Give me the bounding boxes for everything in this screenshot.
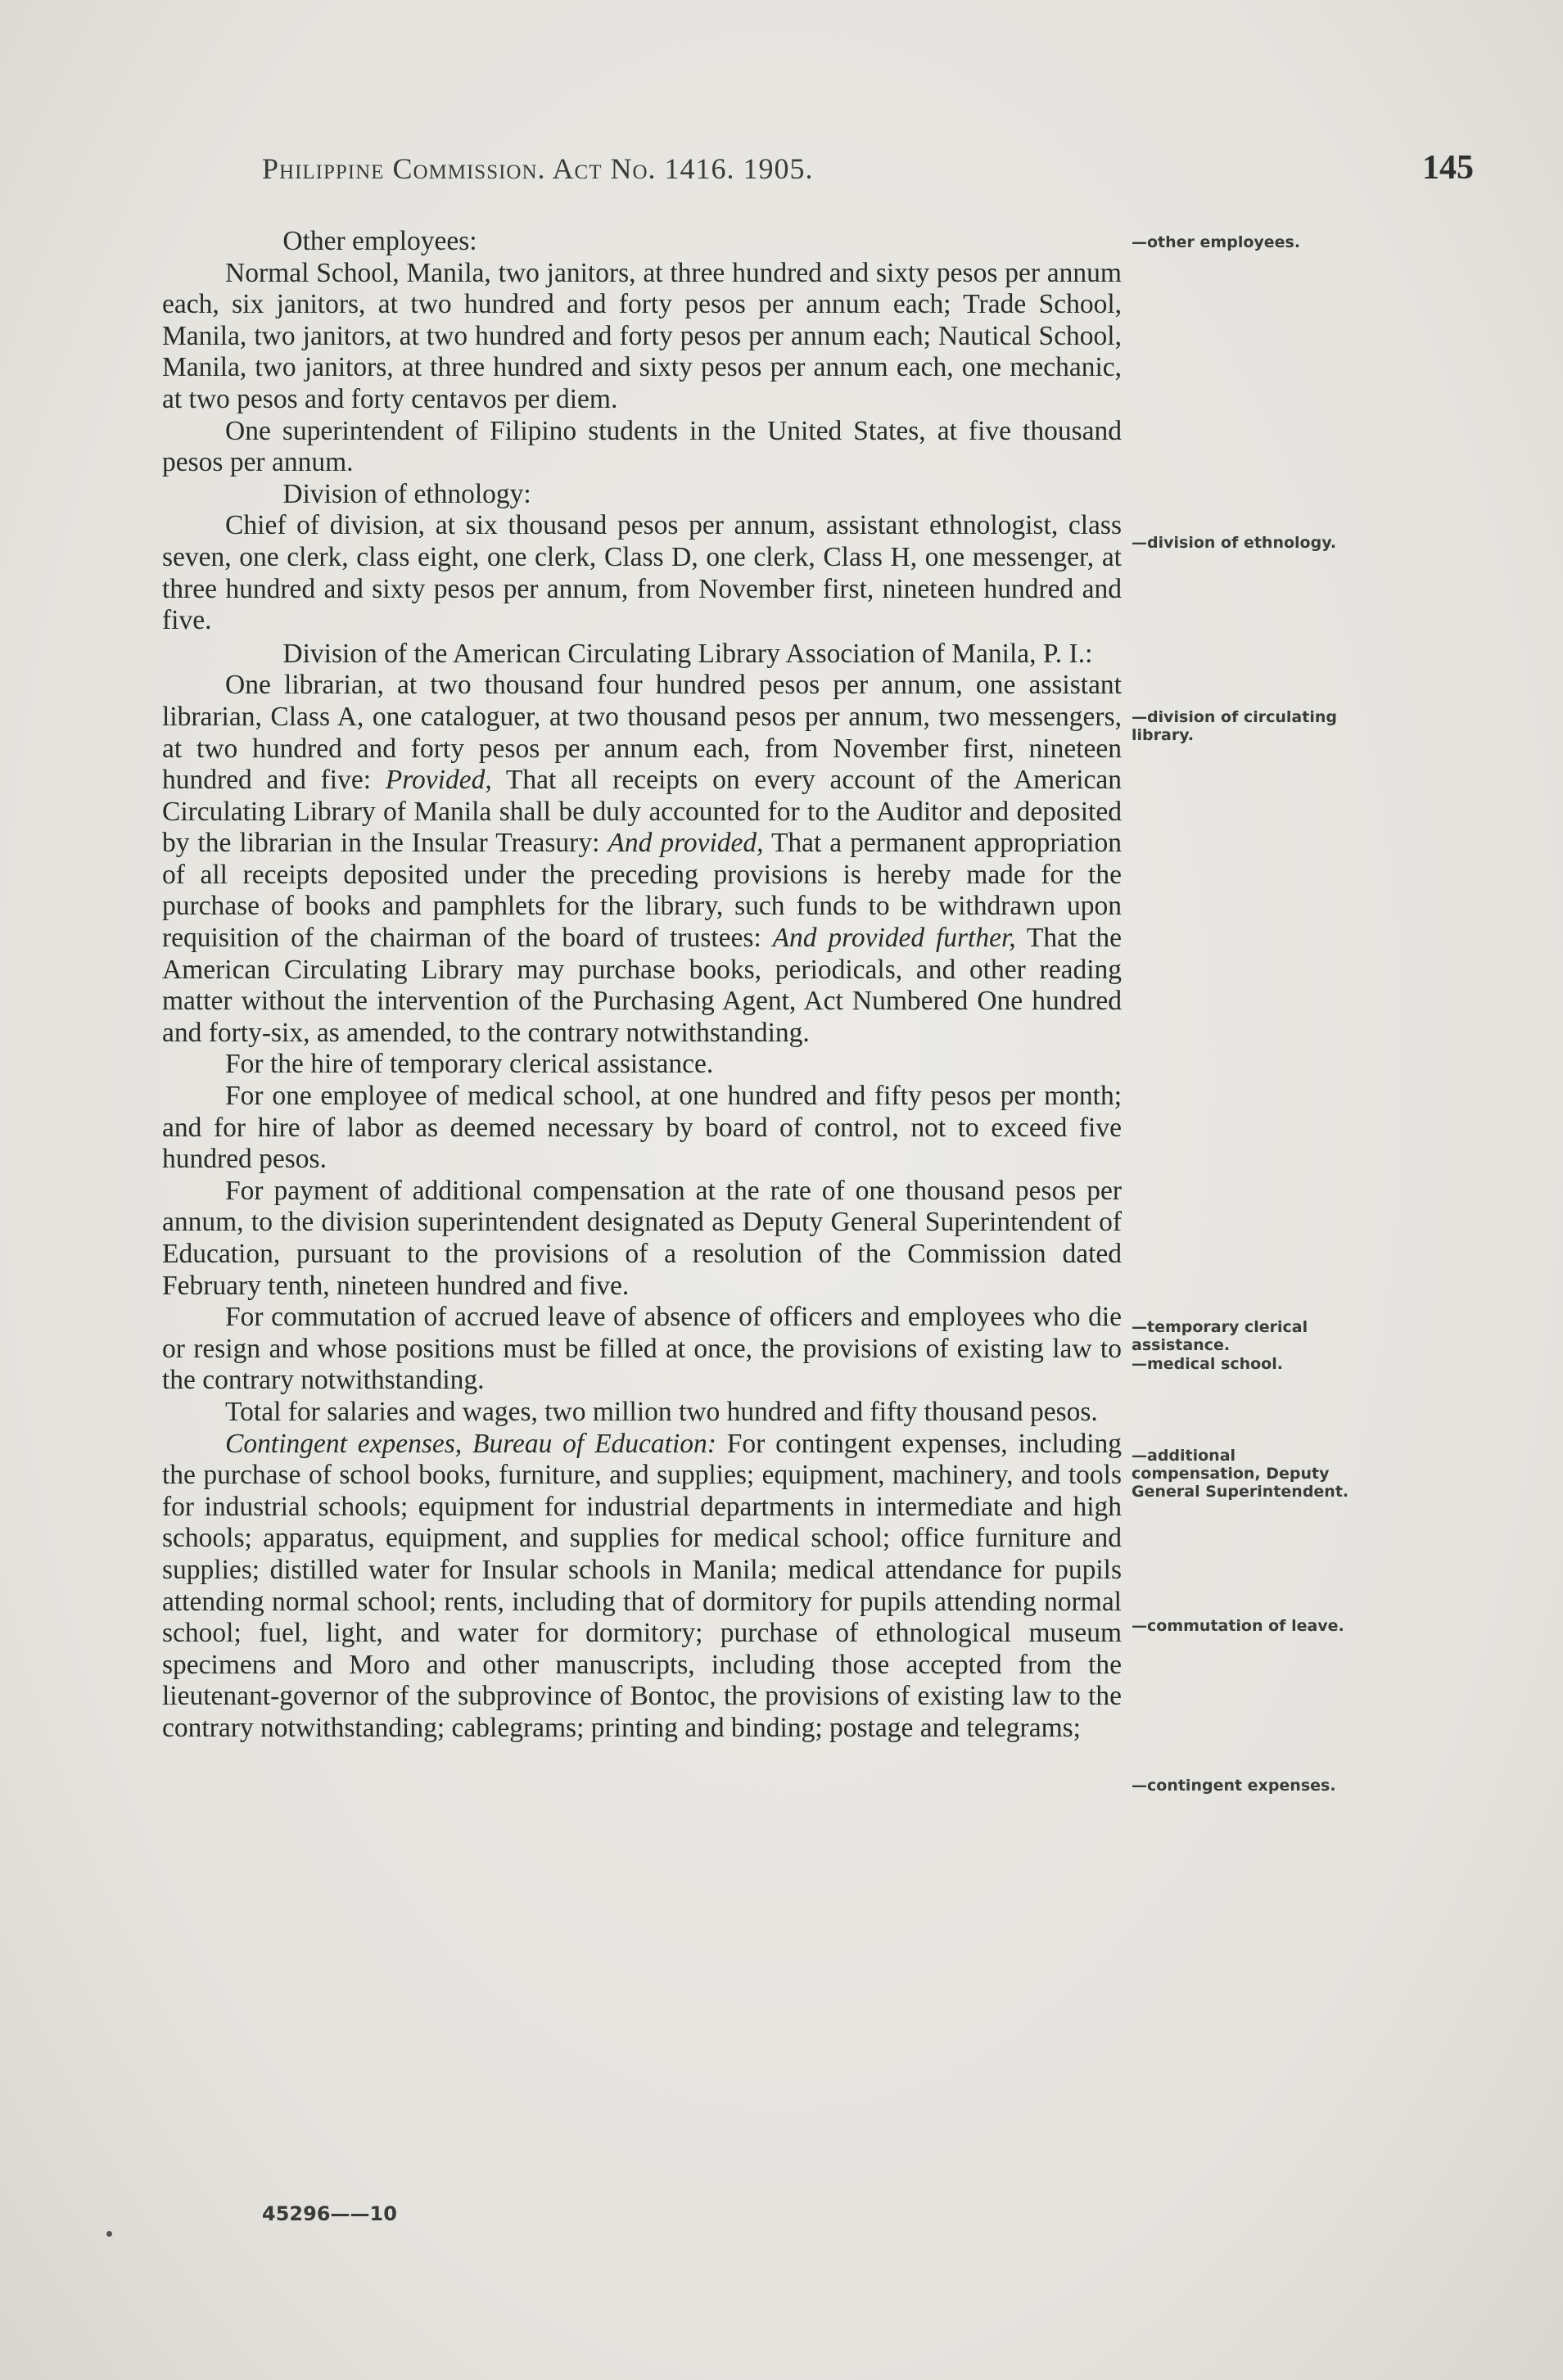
running-head: Philippine Commission. Act No. 1416. 1905. — [262, 152, 814, 185]
provided-italic: Provided, — [385, 765, 492, 796]
and-provided-italic: And provided, — [608, 828, 764, 859]
printer-signature: 45296——10 — [262, 2202, 397, 2225]
heading-circulating-library: Division of the American Circulating Library Association of Manila, P. I.: — [282, 638, 1093, 669]
margin-note-temporary-clerical: —temporary clerical assistance. — [1132, 1318, 1308, 1354]
paragraph-ethnology: Chief of division, at six thousand pesos per annum, assistant ethnologist, class seven, one clerk, class eight, one clerk, Class D, one clerk, Class H, one messenger, at three hundred and sixty pesos per annum, from November first, nineteen hundred and five. — [162, 510, 1122, 636]
margin-note-circulating-library: —division of circulating library. — [1132, 708, 1337, 744]
margin-note-other-employees: —other employees. — [1132, 233, 1301, 251]
margin-note-division-ethnology: —division of ethnology. — [1132, 534, 1337, 552]
contingent-expenses-text: For contingent expenses, including the purchase of school books, furniture, and supplies; equipment, machinery, and tools for industrial schools; equipment for industrial departments in intermediate and high schools; apparatus, equipment, and supplies for medical school; office furniture and supplies; distilled water for Insular schools in Manila; medical attendance for pupils attending normal school; rents, including that of dormitory for pupils attending normal school; fuel, light, and water for dormitory; purchase of ethnological museum specimens and Moro and other manuscripts, including those accepted from the lieutenant-governor of the subprovince of Bontoc, the provisions of existing law to the contrary notwithstanding; cablegrams; printing and binding; postage and telegrams; — [162, 1428, 1122, 1743]
page-number: 145 — [1422, 149, 1474, 187]
page-header — [262, 151, 1474, 201]
margin-note-additional-compensation: —additional compensation, Deputy General Superintendent. — [1132, 1447, 1349, 1501]
contingent-expenses-italic: Contingent expenses, Bureau of Education: — [225, 1428, 716, 1459]
paragraph-normal-school: Normal School, Manila, two janitors, at three hundred and sixty pesos per annum each, six janitors, at two hundred and forty pesos per annum each; Trade School, Manila, two janitors, at two hundred and forty pesos per annum each; Nautical School, Manila, two janitors, at three hundred and sixty pesos per annum each, one mechanic, at two pesos and forty centavos per diem. — [162, 257, 1122, 414]
body-text — [162, 226, 1122, 1745]
margin-note-contingent-expenses: —contingent expenses. — [1132, 1777, 1336, 1795]
paragraph-librarian — [162, 670, 1122, 1049]
paragraph-commutation-leave: For commutation of accrued leave of absence of officers and employees who die or resign and whose positions must be filled at once, the provisions of existing law to the contrary notwithstanding. — [162, 1302, 1122, 1396]
heading-other-employees: Other employees: — [282, 226, 477, 256]
heading-division-ethnology: Division of ethnology: — [282, 478, 531, 509]
librarian-text-d: That the American Circulating Library may purchase books, periodicals, and other reading matter without the intervention of the Purchasing Agent, Act Numbered One hundred and forty-six, as amended, to the contrary notwithstanding. — [162, 923, 1123, 1048]
paragraph-temporary-clerical: For the hire of temporary clerical assistance. — [225, 1049, 714, 1080]
librarian-text-b: That all receipts on every account of the American Circulating Library of Manila shall be duly accounted for to the Auditor and deposited by the librarian in the Insular Treasury: — [162, 765, 1122, 859]
ink-speck — [106, 2231, 112, 2237]
librarian-text-c: That a permanent appropriation of all receipts deposited under the preceding provisions is hereby made for the purchase of books and pamphlets for the library, such funds to be withdrawn upon requisition of the chairman of the board of trustees: — [162, 828, 1122, 954]
paragraph-total-salaries: Total for salaries and wages, two million two hundred and fifty thousand pesos. — [225, 1396, 1098, 1427]
margin-note-commutation-leave: —commutation of leave. — [1132, 1617, 1344, 1635]
paragraph-additional-compensation: For payment of additional compensation at the rate of one thousand pesos per annum, to the division superintendent designated as Deputy General Superintendent of Education, pursuant to the provisions of a resolution of the Commission dated February tenth, nineteen hundred and five. — [162, 1175, 1122, 1301]
librarian-text-a: One librarian, at two thousand four hundred pesos per annum, one assistant librarian, Class A, one cataloguer, at two thousand pesos per annum, two messengers, at two hundred and forty pesos per annum each, from November first, nineteen hundred and five: — [162, 670, 1122, 796]
paragraph-superintendent: One superintendent of Filipino students in the United States, at five thousand pesos per annum. — [162, 415, 1122, 478]
paragraph-contingent-expenses — [162, 1429, 1122, 1745]
paragraph-medical-school: For one employee of medical school, at one hundred and fifty pesos per month; and for hire of labor as deemed necessary by board of control, not to exceed five hundred pesos. — [162, 1081, 1122, 1175]
margin-note-medical-school: —medical school. — [1132, 1355, 1283, 1373]
and-provided-further-italic: And provided further, — [772, 923, 1016, 954]
